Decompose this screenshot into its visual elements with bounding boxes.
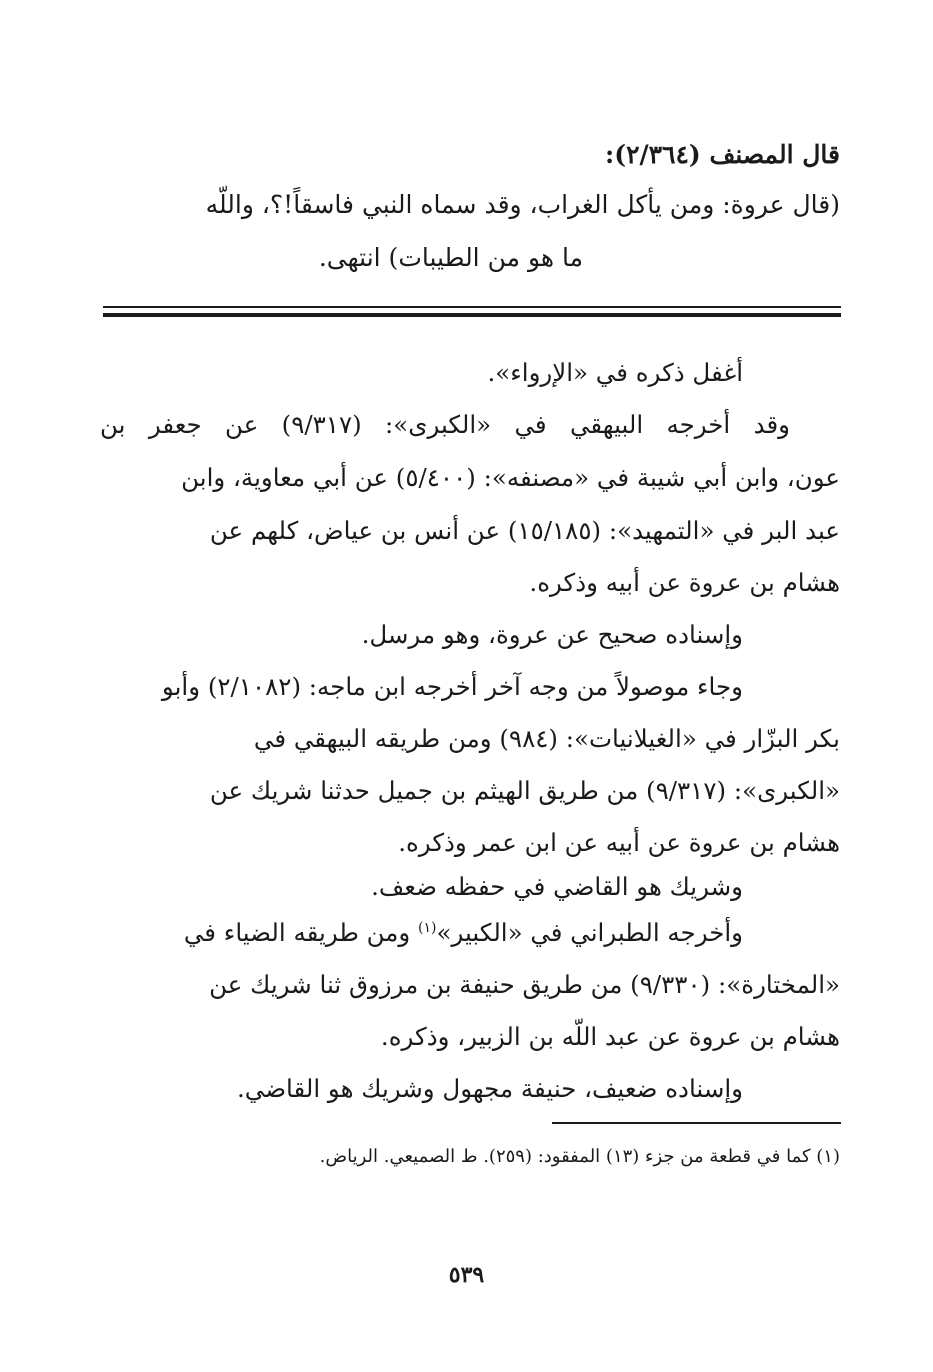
section-header: قال المصنف (٢/٣٦٤): (605, 140, 840, 169)
body-line-6: وإسناده صحيح عن عروة، وهو مرسل. (361, 620, 743, 649)
body-line-15: وإسناده ضعيف، حنيفة مجهول وشريك هو القاضي. (237, 1074, 743, 1103)
body-line-8: بكر البزّار في «الغيلانيات»: (٩٨٤) ومن طريقه البيهقي في (253, 724, 840, 753)
body-line-10: هشام بن عروة عن أبيه عن ابن عمر وذكره. (398, 828, 840, 857)
body-line-11: وشريك هو القاضي في حفظه ضعف. (371, 872, 743, 901)
quote-line-1: (قال عروة: ومن يأكل الغراب، وقد سماه النبي فاسقاً!؟، واللّه (205, 190, 840, 219)
separator-rule-top (103, 306, 841, 308)
footnote-text: (١) كما في قطعة من جزء (١٣) المفقود: (٢٥٩). ط الصميعي. الرياض. (319, 1146, 840, 1167)
body-line-3: عون، وابن أبي شيبة في «مصنفه»: (٥/٤٠٠) عن أبي معاوية، وابن (181, 463, 840, 492)
body-line-14: هشام بن عروة عن عبد اللّه بن الزبير، وذكره. (380, 1022, 840, 1051)
body-line-13: «المختارة»: (٩/٣٣٠) من طريق حنيفة بن مرزوق ثنا شريك عن (209, 970, 840, 999)
body-line-2-text: وقد أخرجه البيهقي في «الكبرى»: (٩/٣١٧) عن جعفر بن (100, 410, 790, 439)
body-line-2 (100, 410, 840, 439)
body-line-5: هشام بن عروة عن أبيه وذكره. (529, 568, 840, 597)
page-number: ٥٣٩ (448, 1262, 485, 1288)
footnote-marker: (١) (418, 919, 437, 936)
body-line-12-end: ومن طريقه الضياء في (183, 918, 419, 947)
body-line-12 (184, 918, 743, 947)
body-line-7: وجاء موصولاً من وجه آخر أخرجه ابن ماجه: (٢/١٠٨٢) وأبو (161, 672, 743, 701)
body-line-12-start: وأخرجه الطبراني في «الكبير» (436, 918, 743, 947)
body-line-9: «الكبرى»: (٩/٣١٧) من طريق الهيثم بن جميل حدثنا شريك عن (209, 776, 840, 805)
quote-line-2: ما هو من الطيبات) انتهى. (318, 243, 583, 272)
body-line-4: عبد البر في «التمهيد»: (١٥/١٨٥) عن أنس بن عياض، كلهم عن (209, 516, 840, 545)
separator-rule-bottom (103, 313, 841, 317)
footnote-rule (552, 1122, 841, 1124)
body-line-1: أغفل ذكره في «الإرواء». (487, 358, 743, 387)
